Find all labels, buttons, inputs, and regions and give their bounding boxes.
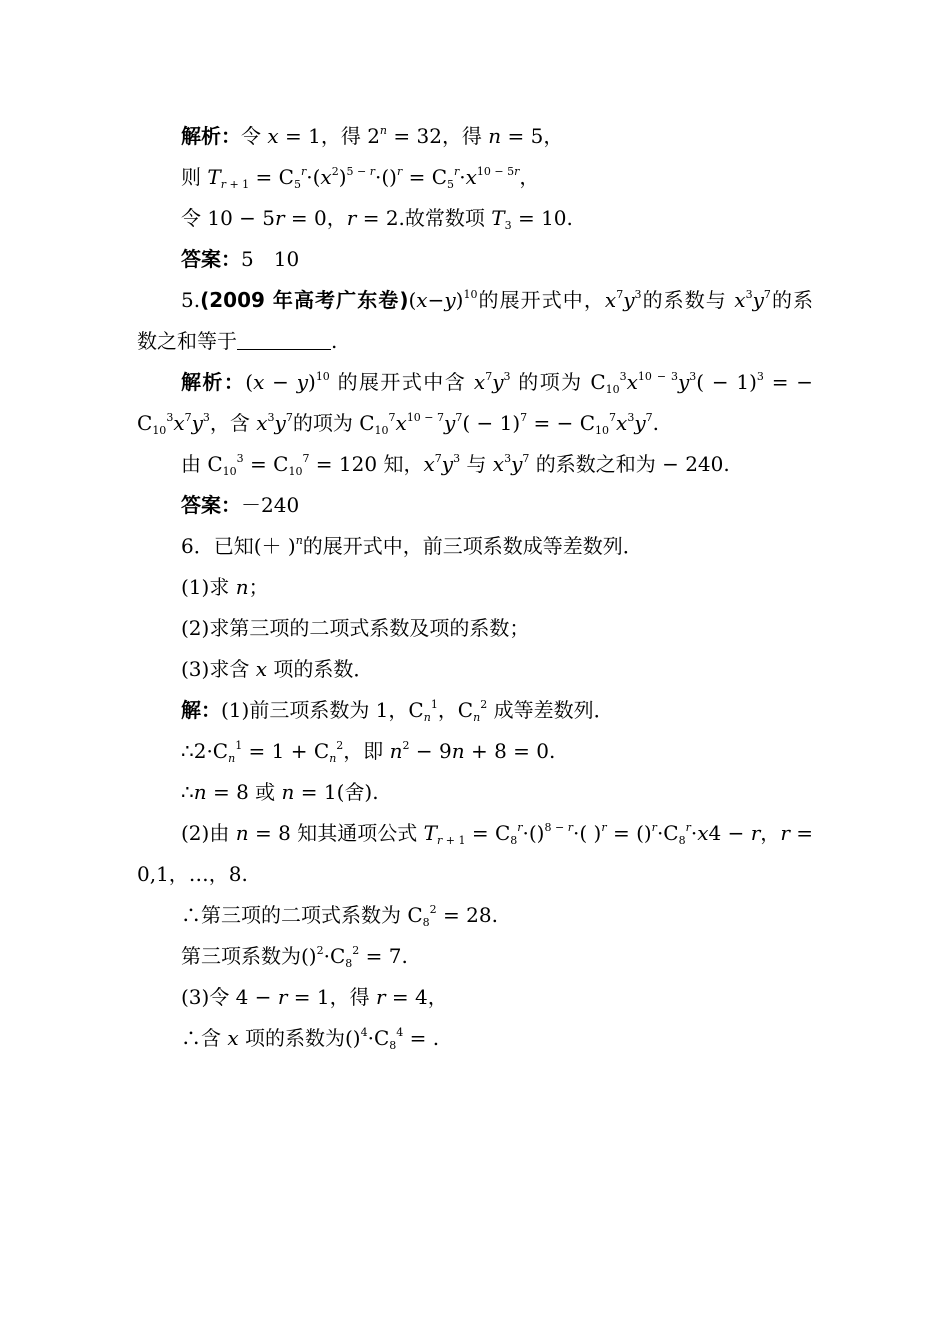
- q5-answer-value: －240: [241, 493, 300, 517]
- q6-solution-label: 解：: [181, 698, 221, 722]
- q4-answer: [181, 246, 299, 272]
- q6-solution-line-8: (3)令 4 − r = 1，得 r = 4，: [181, 985, 448, 1009]
- q6-stem: 6．已知(＋ )$^n$的展开式中，前三项系数成等差数列．: [181, 534, 643, 558]
- q6-solution-line-6: ∴第三项的二项式系数为 $C_8^2 = 28$.: [181, 903, 498, 929]
- q6-part-1: (1)求 n；: [181, 575, 269, 599]
- q4-answer-label: 答案：: [181, 247, 241, 271]
- q5-solution-line-3: 由 $C_{10}^3 = C_{10}^7 = 120$ 知，$x^7y^3$ 与 $x^3y^7$ 的系数之和为 − 240.: [181, 452, 730, 478]
- q5-answer: [181, 492, 299, 518]
- q5-solution-label: 解析：: [181, 370, 246, 394]
- q4-solution-line-3: 令 10 − 5r = 0，r = 2.故常数项 $T_3 = 10$.: [181, 206, 573, 232]
- q5-stem-line-2: 数之和等于 .: [137, 329, 338, 353]
- q6-part-3: (3)求含 x 项的系数．: [181, 657, 374, 681]
- q4-solution-label: 解析：: [181, 124, 241, 148]
- q6-part-2: (2)求第三项的二项式系数及项的系数；: [181, 616, 530, 640]
- q5-source: (2009 年高考广东卷): [200, 288, 409, 312]
- q6-solution-line-5: 0,1，…，8.: [137, 862, 248, 886]
- q6-solution-line-3: ∴n = 8 或 n = 1(舍).: [181, 780, 379, 804]
- q6-solution-line-1: 解：(1)前三项系数为 1，$C_n^1$，$C_n^2$ 成等差数列．: [181, 698, 614, 724]
- q6-solution-line-2: $\therefore 2\cdot C_n^1 = 1 + C_n^2$，即 $n^2 - 9n + 8 = 0$.: [181, 739, 556, 765]
- q4-solution-line-2: 则 $T_{r + 1} = C_5^r\cdot(x^2)^{5 - r}\cdot()^r = C_5^r\cdot x^{10 - 5r}$，: [181, 165, 540, 191]
- q5-number: 5.: [181, 288, 201, 312]
- q4-answer-value: 5 10: [241, 247, 300, 271]
- q6-solution-line-9: ∴含 x 项的系数为$()^4\cdot C_8^4$ = .: [181, 1026, 440, 1052]
- q6-solution-line-4: (2)由 n = 8 知其通项公式 $T_{r + 1} = C_8^r\cdot()^{8 - r}\cdot$( )$^r = ()^r\cdot C_8^r\cdot x4 - r$，r =: [181, 821, 813, 847]
- q6-solution-line-7: 第三项系数为$()^2\cdot C_8^2 = 7$.: [181, 944, 408, 970]
- q4-solution-line-1: 解析：令 x = 1，得 $2^n = 32$，得 n = 5，: [181, 124, 564, 148]
- q5-solution-line-1: 解析：$(x - y)^{10}$ 的展开式中含 $x^7y^3$ 的项为 $C_{10}^3x^{10 - 3}y^3( - 1)^3$ = −: [181, 370, 813, 396]
- q5-answer-blank: [237, 331, 331, 350]
- q5-solution-line-2: $C_{10}^3x^7y^3$，含 $x^3y^7$的项为 $C_{10}^7x^{10 - 7}y^7( - 1)^7$ = − $C_{10}^7x^3y^7$.: [137, 411, 659, 437]
- q5-stem-line-1: 5.(2009 年高考广东卷)$(x-y)^{10}$的展开式中，$x^7y^3$的系数与 $x^3y^7$的系: [181, 288, 814, 312]
- q5-answer-label: 答案：: [181, 493, 241, 517]
